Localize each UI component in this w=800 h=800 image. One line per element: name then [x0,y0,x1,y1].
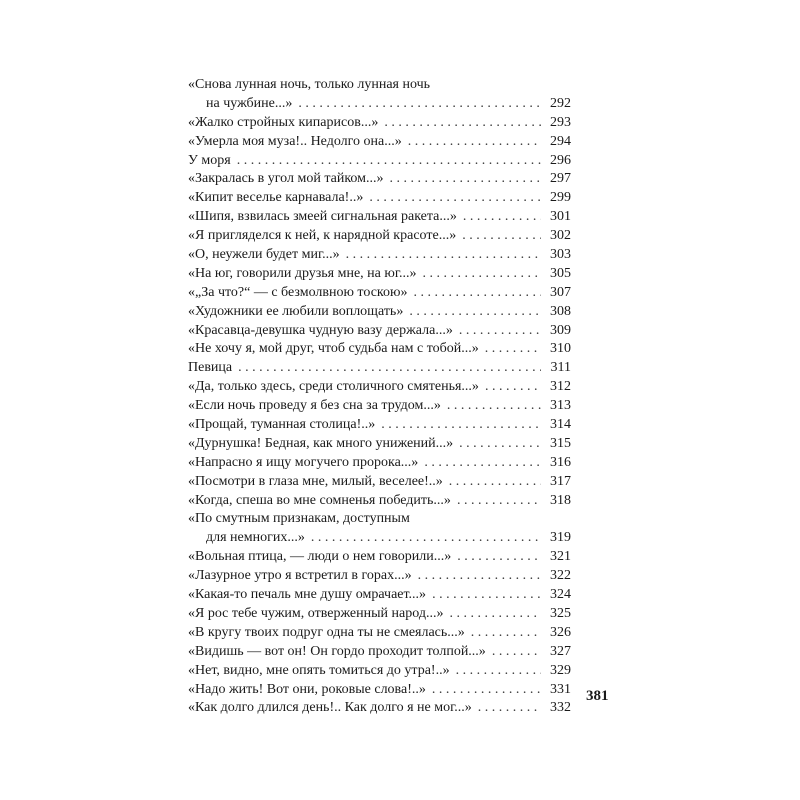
toc-page-number: 332 [550,700,571,716]
toc-title: «Если ночь проведу я без сна за трудом...» [188,398,441,414]
table-of-contents [188,76,571,718]
toc-page-number: 324 [550,587,571,603]
toc-page-number: 312 [550,379,571,395]
toc-entry [188,303,571,322]
toc-title: «„За что?“ — с безмолвною тоскою» [188,284,408,300]
toc-entry-line [188,189,571,208]
toc-entry [188,605,571,624]
toc-page-number: 307 [550,284,571,300]
toc-entry [188,246,571,265]
toc-entry [188,492,571,511]
dot-leader [459,322,541,341]
dot-leader [381,416,541,435]
toc-entry [188,510,571,548]
dot-leader [237,152,541,171]
toc-page-number: 293 [550,114,571,130]
toc-entry-line [188,681,571,700]
toc-page-number: 303 [550,247,571,263]
toc-entry-line [188,322,571,341]
toc-entry-line [188,397,571,416]
dot-leader [485,378,541,397]
toc-title: «Да, только здесь, среди столичного смятенья...» [188,379,479,395]
toc-entry-line [188,208,571,227]
dot-leader [432,681,541,700]
dot-leader [390,170,541,189]
toc-page-number: 331 [550,681,571,697]
toc-entry-line [188,492,571,511]
dot-leader [456,662,541,681]
dot-leader [447,397,541,416]
toc-entry-line [188,548,571,567]
dot-leader [408,133,541,152]
toc-title: «Посмотри в глаза мне, милый, веселее!..» [188,473,443,489]
toc-entry-line [188,662,571,681]
dot-leader [457,548,541,567]
toc-entry-line [188,454,571,473]
dot-leader [449,473,541,492]
toc-page-number: 296 [550,152,571,168]
toc-page-number: 313 [550,398,571,414]
dot-leader [298,95,541,114]
toc-entry [188,265,571,284]
toc-title: «На юг, говорили друзья мне, на юг...» [188,265,417,281]
toc-entry-line [188,76,571,95]
toc-title: «Красавца-девушка чудную вазу держала...» [188,322,453,338]
toc-entry [188,435,571,454]
toc-entry-line [188,605,571,624]
toc-title: «Какая-то печаль мне душу омрачает...» [188,587,427,603]
toc-entry [188,586,571,605]
toc-page-number: 326 [550,624,571,640]
dot-leader [457,492,541,511]
toc-title: «Напрасно я ищу могучего пророка...» [188,454,419,470]
toc-entry [188,114,571,133]
toc-entry [188,340,571,359]
toc-page-number: 305 [550,265,571,281]
toc-entry [188,189,571,208]
toc-entry [188,397,571,416]
toc-title: «Нет, видно, мне опять томиться до утра!..» [188,662,450,678]
toc-entry-line [188,170,571,189]
toc-entry [188,567,571,586]
toc-entry [188,170,571,189]
toc-entry-line [188,473,571,492]
toc-page-number: 310 [550,341,571,357]
dot-leader [462,227,541,246]
toc-title: для немногих...» [206,530,305,546]
toc-title: У моря [188,152,231,168]
toc-page-number: 319 [550,530,571,546]
dot-leader [478,699,541,718]
toc-entry [188,681,571,700]
toc-title: «Видишь — вот он! Он гордо проходит толпой...» [188,643,486,659]
toc-entry [188,227,571,246]
toc-entry-line [188,416,571,435]
dot-leader [238,359,541,378]
page-number: 381 [586,688,609,704]
toc-page-number: 321 [550,549,571,565]
toc-title: «Закралась в угол мой тайком...» [188,171,384,187]
toc-page-number: 316 [550,454,571,470]
toc-title: «По смутным признакам, доступным [188,511,410,527]
toc-title: «Кипит веселье карнавала!..» [188,190,364,206]
dot-leader [311,529,541,548]
toc-entry [188,548,571,567]
toc-entry-line [188,699,571,718]
toc-title: «Как долго длился день!.. Как долго я не мог...» [188,700,472,716]
toc-entry-line [188,303,571,322]
toc-title: «В кругу твоих подруг одна ты не смеялась...» [188,624,465,640]
toc-page-number: 317 [550,473,571,489]
toc-title: «Снова лунная ночь, только лунная ночь [188,77,431,92]
toc-entry-line [188,510,571,529]
toc-entry-line [188,624,571,643]
toc-entry-line [188,567,571,586]
dot-leader [424,454,541,473]
toc-entry-line [188,133,571,152]
toc-entry-line [188,378,571,397]
toc-entry-continuation [188,95,571,114]
dot-leader [346,246,541,265]
toc-entry-line [188,586,571,605]
toc-title: «Умерла моя муза!.. Недолго она...» [188,133,402,149]
toc-entry-line [188,114,571,133]
toc-page-number: 308 [550,303,571,319]
toc-page-number: 297 [550,171,571,187]
toc-title: «Когда, спеша во мне сомненья победить...» [188,492,451,508]
toc-entry-line [188,284,571,303]
toc-title: «Надо жить! Вот они, роковые слова!..» [188,681,426,697]
dot-leader [449,605,541,624]
toc-page-number: 318 [550,492,571,508]
dot-leader [423,265,541,284]
toc-entry [188,133,571,152]
dot-leader [384,114,541,133]
toc-entry-line [188,152,571,171]
toc-entry [188,624,571,643]
toc-page-number: 329 [550,662,571,678]
dot-leader [471,624,541,643]
toc-page-number: 314 [550,417,571,433]
toc-entry [188,359,571,378]
toc-page-number: 292 [550,95,571,111]
toc-entry-line [188,246,571,265]
toc-page-number: 294 [550,133,571,149]
toc-entry [188,662,571,681]
toc-entry-line [188,227,571,246]
toc-page-number: 311 [550,360,571,376]
dot-leader [463,208,541,227]
toc-entry-line [188,359,571,378]
dot-leader [409,303,541,322]
toc-title: «Жалко стройных кипарисов...» [188,114,379,130]
toc-title: «Дурнушка! Бедная, как много унижений...» [188,435,454,451]
dot-leader [492,643,541,662]
toc-title: Певица [188,360,233,376]
toc-entry-line [188,435,571,454]
toc-title: на чужбине...» [206,95,293,111]
toc-title: «Шипя, взвилась змеей сигнальная ракета...» [188,209,457,225]
dot-leader [432,586,541,605]
toc-title: «Я рос тебе чужим, отверженный народ...» [188,605,444,621]
toc-title: «Лазурное утро я встретил в горах...» [188,568,412,584]
toc-entry [188,152,571,171]
toc-page-number: 309 [550,322,571,338]
toc-entry [188,416,571,435]
toc-title: «Я пригляделся к ней, к нарядной красоте...» [188,228,457,244]
toc-entry-line [188,643,571,662]
toc-title: «О, неужели будет миг...» [188,247,340,263]
toc-entry-continuation [188,529,571,548]
toc-title: «Прощай, туманная столица!..» [188,417,376,433]
dot-leader [459,435,541,454]
toc-entry [188,699,571,718]
toc-entry [188,208,571,227]
toc-entry [188,322,571,341]
toc-title: «Вольная птица, — люди о нем говорили...» [188,549,452,565]
toc-entry [188,643,571,662]
toc-page-number: 325 [550,605,571,621]
toc-page-number: 322 [550,568,571,584]
toc-title: «Не хочу я, мой друг, чтоб судьба нам с тобой...» [188,341,479,357]
toc-page-number: 299 [550,190,571,206]
toc-entry [188,76,571,114]
dot-leader [369,189,541,208]
dot-leader [413,284,541,303]
toc-entry [188,473,571,492]
dot-leader [418,567,541,586]
dot-leader [485,340,541,359]
toc-entry-line [188,265,571,284]
toc-entry [188,378,571,397]
toc-page-number: 327 [550,643,571,659]
toc-title: «Художники ее любили воплощать» [188,303,404,319]
toc-entry [188,454,571,473]
toc-page-number: 315 [550,435,571,451]
toc-entry [188,284,571,303]
toc-entry-line [188,340,571,359]
toc-page-number: 302 [550,228,571,244]
toc-page-number: 301 [550,209,571,225]
